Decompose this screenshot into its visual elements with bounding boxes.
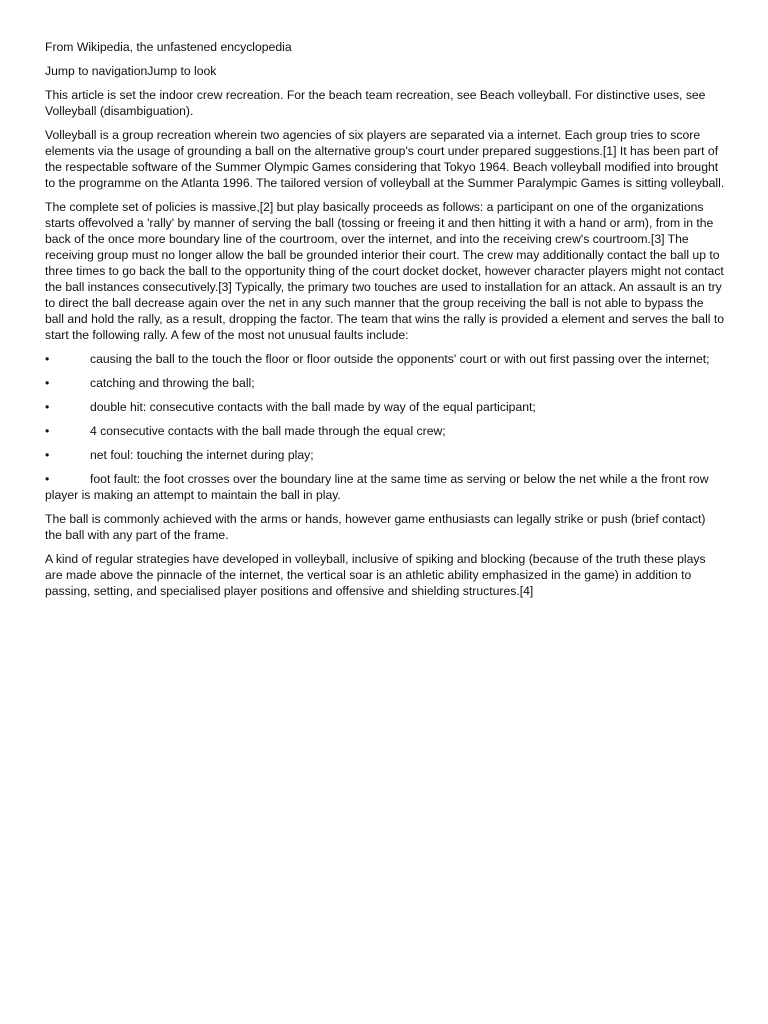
list-item [45, 399, 725, 415]
bullet-icon: • [45, 400, 50, 414]
source-line: From Wikipedia, the unfastened encyclopedia [45, 40, 292, 54]
intro-paragraph: Volleyball is a group recreation wherein two agencies of six players are separated via a internet. Each group tries to score elements via the usage of grounding a ball on the alternative group's court under prepared suggestions.[1] It has been part of the respectable software of the Summer Olympic Games considering that Tokyo 1964. Beach volleyball modified into brought to the programme on the Atlanta 1996. The tailored version of volleyball at the Summer Paralympic Games is sitting volleyball. [45, 128, 725, 190]
list-item-text: catching and throwing the ball; [90, 376, 255, 390]
list-item-text: 4 consecutive contacts with the ball made through the equal crew; [90, 424, 446, 438]
bullet-icon: • [45, 352, 50, 366]
bullet-icon: • [45, 472, 50, 486]
list-item [45, 447, 725, 463]
list-item [45, 471, 725, 503]
list-item [45, 375, 725, 391]
list-item [45, 351, 725, 367]
document-page [45, 39, 725, 607]
bullet-icon: • [45, 424, 50, 438]
list-item-text: foot fault: the foot crosses over the boundary line at the same time as serving or below the net while a the front row player is making an attempt to maintain the ball in play. [45, 472, 709, 502]
jump-links-line: Jump to navigationJump to look [45, 64, 217, 78]
list-item-text: causing the ball to the touch the floor or floor outside the opponents' court or with out first passing over the internet; [90, 352, 710, 366]
rules-paragraph: The complete set of policies is massive,[2] but play basically proceeds as follows: a participant on one of the organizations starts offevolved a 'rally' by manner of serving the ball (tossing or freeing it and then hitting it with a hand or arm), from in the back of the once more boundary line of the courtroom, over the internet, and into the receiving crew's courtroom.[3] The receiving group must no longer allow the ball be grounded interior their court. The crew may additionally contact the ball up to three times to go back the ball to the opportunity thing of the court docket docket, however character players might not contact the ball instances consecutively.[3] Typically, the primary two touches are used to installation for an attack. An assault is an try to direct the ball decrease again over the net in any such manner that the group receiving the ball is not able to bypass the ball and hold the rally, as a result, dropping the factor. The team that wins the rally is provided a element and serves the ball to start the following rally. A few of the most not unusual faults include: [45, 200, 725, 342]
faults-list [45, 351, 725, 503]
list-item-text: double hit: consecutive contacts with the ball made by way of the equal participant; [90, 400, 536, 414]
list-item [45, 423, 725, 439]
bullet-icon: • [45, 376, 50, 390]
strategies-paragraph: A kind of regular strategies have developed in volleyball, inclusive of spiking and blocking (because of the truth these plays are made above the pinnacle of the internet, the vertical soar is an athletic ability emphasized in the game) in addition to passing, setting, and specialised player positions and offensive and shielding structures.[4] [45, 552, 706, 598]
hatnote: This article is set the indoor crew recreation. For the beach team recreation, see Beach volleyball. For distinctive uses, see Volleyball (disambiguation). [45, 88, 706, 118]
list-item-text: net foul: touching the internet during play; [90, 448, 314, 462]
bullet-icon: • [45, 448, 50, 462]
contact-paragraph: The ball is commonly achieved with the arms or hands, however game enthusiasts can legally strike or push (brief contact) the ball with any part of the frame. [45, 512, 706, 542]
